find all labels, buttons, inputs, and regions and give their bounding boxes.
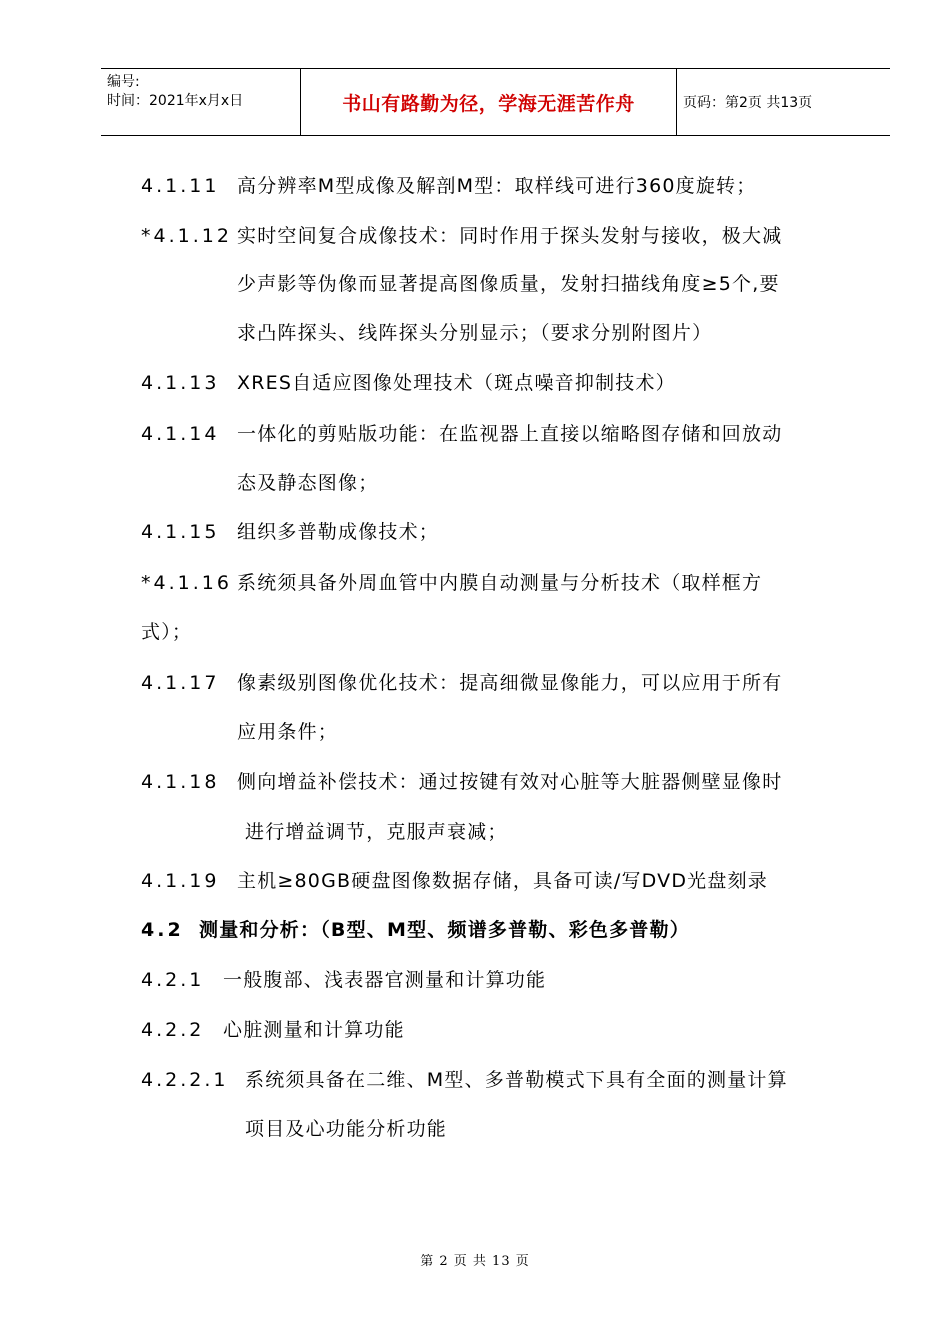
spec-item-4-2-1 <box>141 968 546 992</box>
spec-item-4-1-18-cont <box>245 820 508 844</box>
spec-item-4-1-14 <box>141 422 782 446</box>
spec-text: 态及静态图像； <box>237 472 379 494</box>
spec-item-4-2-2-1-cont <box>245 1117 447 1141</box>
page-header <box>101 68 890 136</box>
spec-item-4-1-16 <box>141 571 762 595</box>
spec-text: 一体化的剪贴版功能：在监视器上直接以缩略图存储和回放动 <box>237 423 783 445</box>
spec-item-4-1-11 <box>141 174 756 198</box>
spec-text: 像素级别图像优化技术：提高细微显像能力，可以应用于所有 <box>237 672 783 694</box>
spec-text: 实时空间复合成像技术：同时作用于探头发射与接收，极大减 <box>237 225 783 247</box>
spec-text: 应用条件； <box>237 721 339 743</box>
document-number-label: 编号: <box>107 74 140 90</box>
spec-item-4-1-12-cont-1 <box>237 272 780 296</box>
spec-text: 侧向增益补偿技术：通过按键有效对心脏等大脏器侧壁显像时 <box>237 771 783 793</box>
document-time-label: 时间：2021年x月x日 <box>107 93 244 109</box>
spec-number: 4.1.19 <box>141 870 220 892</box>
spec-item-4-1-14-cont <box>237 471 378 495</box>
spec-text: 心脏测量和计算功能 <box>223 1019 405 1041</box>
spec-text: 系统须具备外周血管中内膜自动测量与分析技术（取样框方 <box>237 572 763 594</box>
spec-item-4-1-17-cont <box>237 720 338 744</box>
spec-item-4-2-2 <box>141 1018 405 1042</box>
spec-item-4-2-2-1 <box>141 1068 788 1092</box>
spec-number: *4.1.12 <box>141 225 232 247</box>
spec-number: 4.1.11 <box>141 175 220 197</box>
header-motto: 书山有路勤为径，学海无涯苦作舟 <box>301 69 677 135</box>
spec-text: 主机≥80GB硬盘图像数据存储，具备可读/写DVD光盘刻录 <box>237 870 768 892</box>
header-meta <box>101 69 301 135</box>
spec-item-4-1-12-cont-2 <box>237 321 712 345</box>
spec-item-4-1-17 <box>141 671 782 695</box>
spec-text: 一般腹部、浅表器官测量和计算功能 <box>223 969 547 991</box>
spec-number: 4.2.2.1 <box>141 1069 229 1091</box>
spec-number: 4.1.15 <box>141 521 220 543</box>
section-number: 4.2 <box>141 919 184 941</box>
spec-item-4-1-15 <box>141 520 439 544</box>
section-heading-4-2 <box>141 918 690 942</box>
spec-number: 4.1.13 <box>141 372 220 394</box>
spec-number: 4.1.18 <box>141 771 220 793</box>
spec-text: XRES自适应图像处理技术（斑点噪音抑制技术） <box>237 372 676 394</box>
header-page-code: 页码：第2页 共13页 <box>683 95 813 111</box>
spec-item-4-1-12 <box>141 224 782 248</box>
spec-text: 进行增益调节，克服声衰减； <box>245 821 508 843</box>
spec-number: 4.2.2 <box>141 1019 205 1041</box>
spec-text: 高分辨率M型成像及解剖M型：取样线可进行360度旋转； <box>237 175 757 197</box>
spec-text: 求凸阵探头、线阵探头分别显示；（要求分别附图片） <box>237 322 713 344</box>
section-title: 测量和分析：（B型、M型、频谱多普勒、彩色多普勒） <box>199 919 690 941</box>
page-footer: 第 2 页 共 13 页 <box>420 1254 530 1269</box>
spec-text: 少声影等伪像而显著提高图像质量，发射扫描线角度≥5个,要 <box>237 273 780 295</box>
spec-item-4-1-18 <box>141 770 782 794</box>
spec-text: 组织多普勒成像技术； <box>237 521 440 543</box>
spec-item-4-1-19 <box>141 869 768 893</box>
spec-text: 式）； <box>141 621 193 643</box>
spec-number: 4.1.14 <box>141 423 220 445</box>
spec-number: 4.1.17 <box>141 672 220 694</box>
spec-text: 系统须具备在二维、M型、多普勒模式下具有全面的测量计算 <box>245 1069 788 1091</box>
spec-text: 项目及心功能分析功能 <box>245 1118 448 1140</box>
spec-number: 4.2.1 <box>141 969 205 991</box>
spec-item-4-1-13 <box>141 371 676 395</box>
spec-number: *4.1.16 <box>141 572 232 594</box>
spec-item-4-1-16-cont <box>141 620 192 644</box>
